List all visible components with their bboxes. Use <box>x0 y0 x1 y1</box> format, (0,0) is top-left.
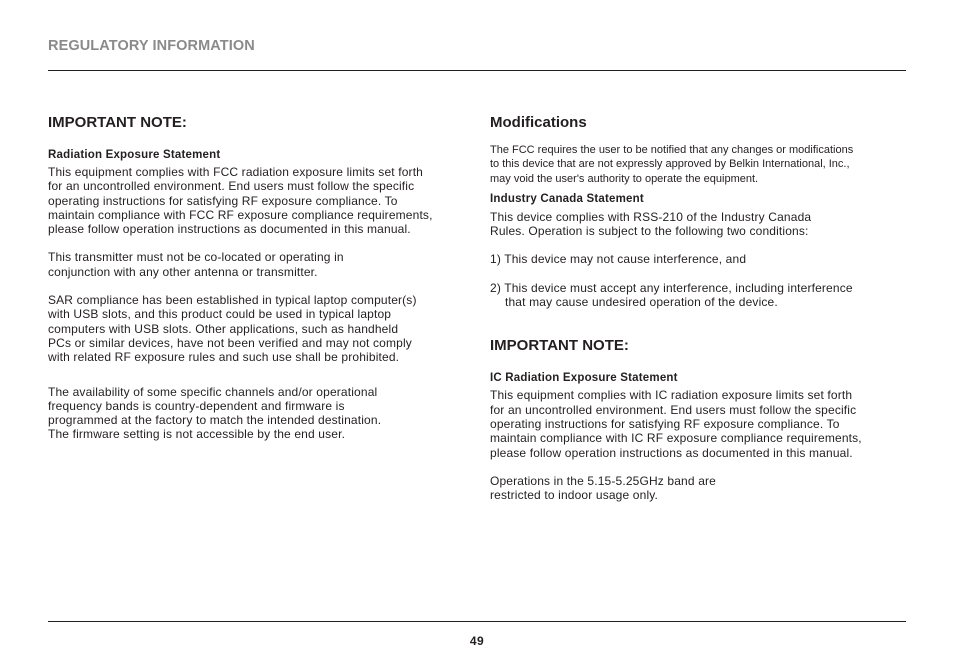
important-note-heading: IMPORTANT NOTE: <box>48 114 187 131</box>
band-restriction-paragraph: Operations in the 5.15-5.25GHz band are restricted to indoor usage only. <box>490 473 716 503</box>
condition-2: 2) This device must accept any interference, including interference that may cause undesired operation of the device. <box>490 280 853 310</box>
fcc-exposure-paragraph: This equipment complies with FCC radiation exposure limits set forth for an uncontrolled environment. End users must follow the specific operating instructions for satisfying RF exposure compliance. To maintain compliance with FCC RF exposure compliance requirements, please follow operation instructions as documented in this manual. <box>48 165 433 237</box>
ic-exposure-paragraph: This equipment complies with IC radiation exposure limits set forth for an uncontrolled environment. End users must follow the specific operating instructions for satisfying RF exposure compliance. To maintain compliance with IC RF exposure compliance requirements, please follow operation instructions as documented in this manual. <box>490 388 862 460</box>
bottom-divider <box>48 621 906 622</box>
modifications-paragraph: The FCC requires the user to be notified that any changes or modifications to this device that are not expressly approved by Belkin International, Inc., may void the user's authority to operate the equipment. <box>490 144 854 185</box>
industry-canada-subheading: Industry Canada Statement <box>490 192 644 205</box>
co-location-paragraph: This transmitter must not be co-located or operating in conjunction with any other antenna or transmitter. <box>48 250 344 279</box>
sar-compliance-paragraph: SAR compliance has been established in typical laptop computer(s) with USB slots, and this product could be used in typical laptop computers with USB slots. Other applications, such as handheld PCs or similar devices, have not been verified and may not comply with related RF exposure rules and such use shall be prohibited. <box>48 293 417 365</box>
section-header: REGULATORY INFORMATION <box>48 38 255 54</box>
right-column <box>490 114 910 502</box>
channel-availability-paragraph: The availability of some specific channels and/or operational frequency bands is country-dependent and firmware is programmed at the factory to match the intended destination. The firmware setting is not accessible by the end user. <box>48 384 382 442</box>
condition-1: 1) This device may not cause interference, and <box>490 252 747 267</box>
industry-canada-paragraph: This device complies with RSS-210 of the Industry Canada Rules. Operation is subject to the following two conditions: <box>490 209 812 239</box>
top-divider <box>48 70 906 71</box>
modifications-heading: Modifications <box>490 114 587 131</box>
ic-important-note-heading: IMPORTANT NOTE: <box>490 337 629 355</box>
page-number: 49 <box>469 634 485 648</box>
left-column <box>48 114 468 442</box>
radiation-exposure-subheading: Radiation Exposure Statement <box>48 149 221 161</box>
ic-radiation-subheading: IC Radiation Exposure Statement <box>490 372 678 385</box>
